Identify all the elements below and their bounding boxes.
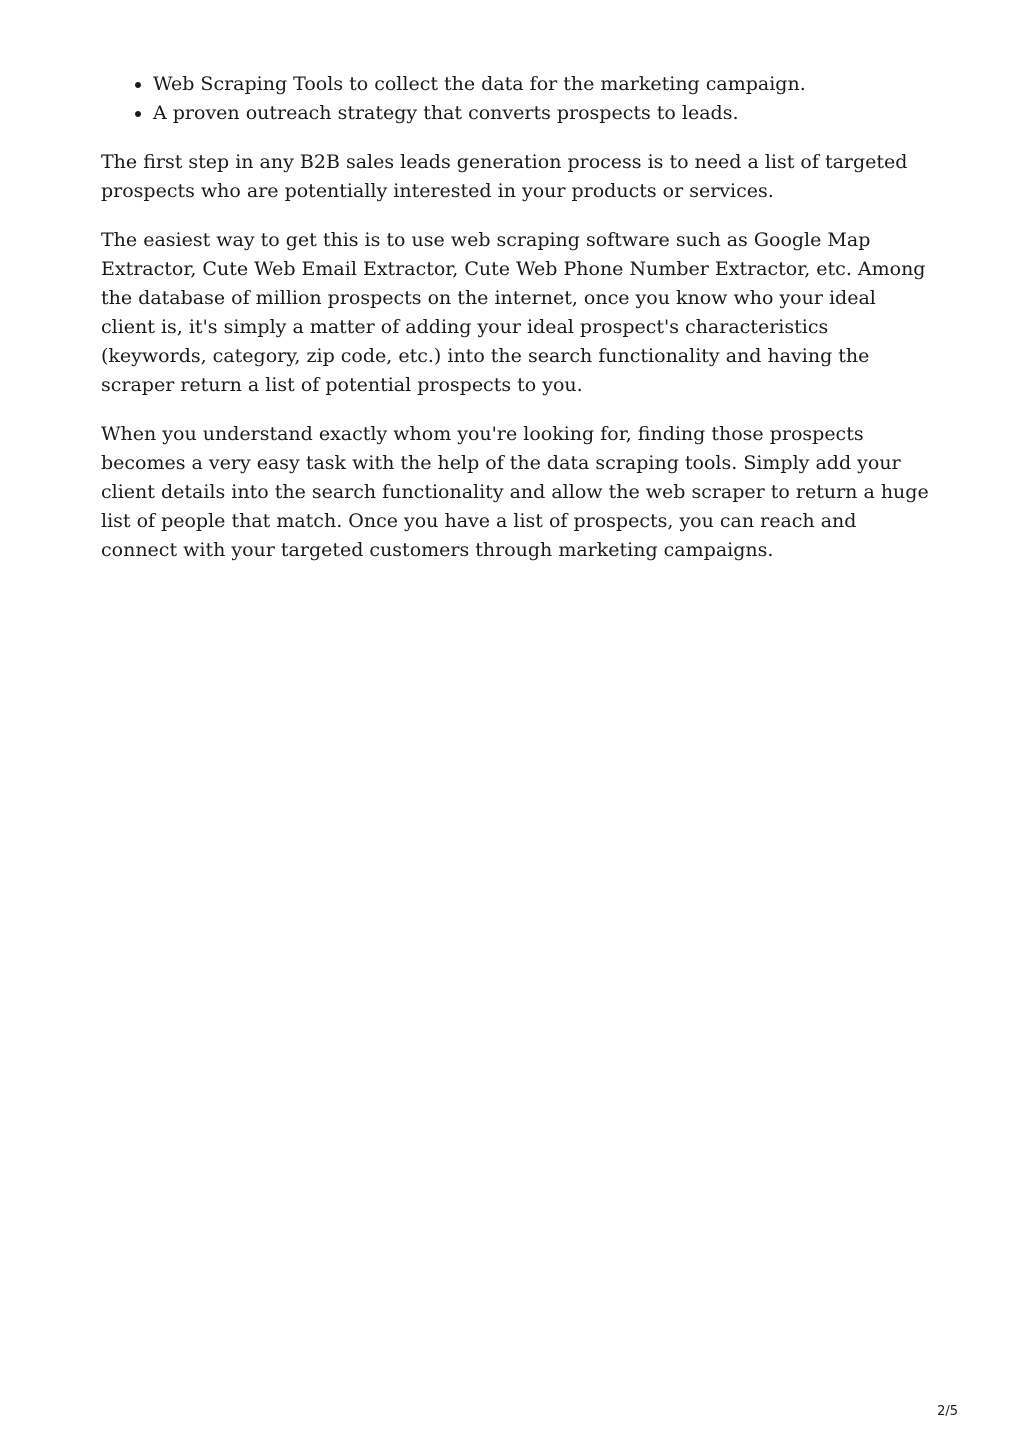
page-number: 2/5 bbox=[937, 1404, 958, 1419]
paragraph: The first step in any B2B sales leads generation process is to need a list of targeted prospects who are potentially interested in your products or services. bbox=[101, 151, 908, 202]
bullet-item: • Web Scraping Tools to collect the data for the marketing campaign. bbox=[153, 70, 931, 99]
paragraph: When you understand exactly whom you're looking for, finding those prospects becomes a very easy task with the help of the data scraping tools. Simply add your client details into the search functionality and allow the web scraper to return a huge list of people that match. Once you have a list of prospects, you can reach and connect with your targeted customers through marketing campaigns. bbox=[101, 423, 929, 561]
bullet-list bbox=[101, 70, 931, 128]
document-body bbox=[101, 70, 931, 585]
paragraph: The easiest way to get this is to use web scraping software such as Google Map Extractor, Cute Web Email Extractor, Cute Web Phone Number Extractor, etc. Among the database of million prospects on the internet, once you know who your ideal client is, it's simply a matter of adding your ideal prospect's characteristics (keywords, category, zip code, etc.) into the search functionality and having the scraper return a list of potential prospects to you. bbox=[101, 229, 926, 396]
bullet-item: • A proven outreach strategy that converts prospects to leads. bbox=[153, 99, 931, 128]
